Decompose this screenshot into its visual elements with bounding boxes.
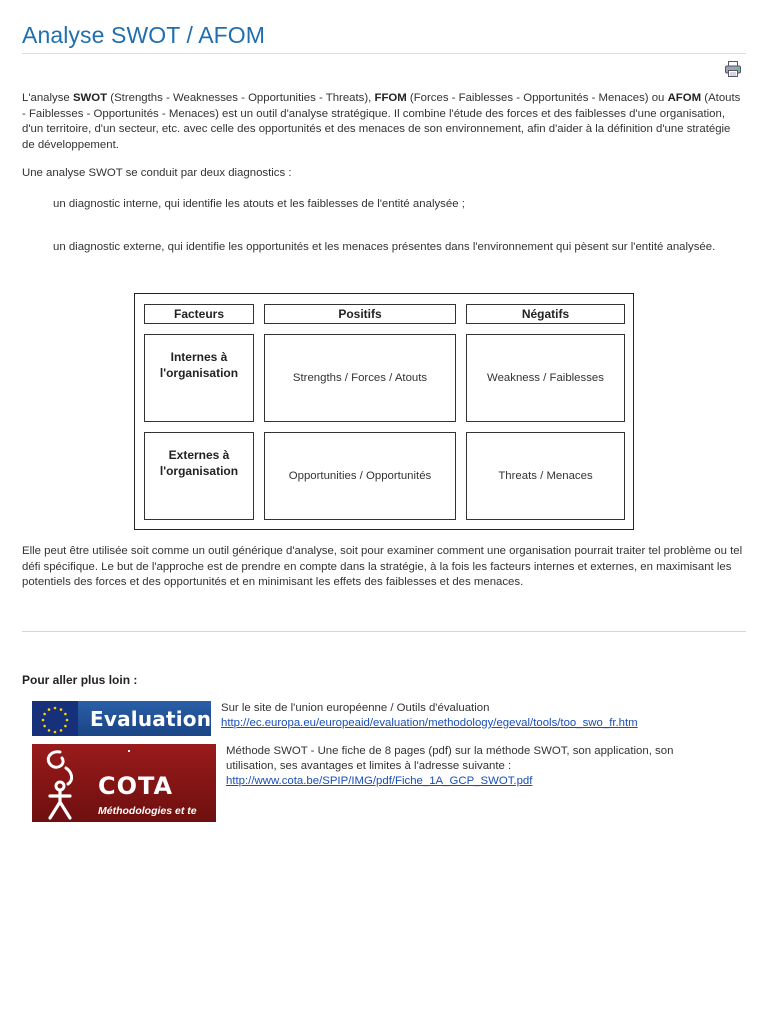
eu-evaluation-banner[interactable] bbox=[32, 701, 211, 736]
further-reading-title: Pour aller plus loin : bbox=[22, 673, 138, 687]
page-title: Analyse SWOT / AFOM bbox=[22, 22, 266, 48]
cota-banner[interactable] bbox=[32, 744, 216, 822]
ffom-term: FFOM bbox=[374, 92, 407, 104]
row-label-external: Externes à l'organisation bbox=[144, 432, 254, 520]
cota-figure-icon bbox=[36, 746, 84, 820]
cota-banner-text: COTA bbox=[98, 772, 174, 800]
title-divider bbox=[22, 53, 746, 54]
link-block-eu bbox=[221, 701, 741, 731]
cell-opportunities: Opportunities / Opportunités bbox=[264, 432, 456, 520]
cell-threats: Threats / Menaces bbox=[466, 432, 625, 520]
cota-banner-subtext: Méthodologies et te bbox=[98, 805, 197, 817]
usage-paragraph: Elle peut être utilisée soit comme un outil générique d'analyse, soit pour examiner comment une organisation pourrait traiter tel problème ou tel défi spécifique. Le but de l'approche est de prendre en compte dans la stratégie, à la fois les facteurs internes et externes, en maximisant les potentiels des forces et des opportunités et en minimisant les effets des faiblesses et des menaces. bbox=[22, 545, 743, 588]
cell-weaknesses: Weakness / Faiblesses bbox=[466, 334, 625, 422]
cell-strengths: Strengths / Forces / Atouts bbox=[264, 334, 456, 422]
afom-term: AFOM bbox=[667, 92, 702, 104]
list-item: un diagnostic interne, qui identifie les atouts et les faiblesses de l'entité analysée ; bbox=[53, 198, 465, 210]
link-description: Sur le site de l'union européenne / Outils d'évaluation bbox=[221, 702, 490, 714]
header-positive: Positifs bbox=[264, 304, 456, 324]
intro-paragraph: L'analyse SWOT (Strengths - Weaknesses - Opportunities - Threats), FFOM (Forces - Faiblesses - Opportunités - Menaces) ou AFOM (Atouts - Faiblesses - Opportunités - Menaces) est un outil d'analyse stratégique. Il combine l'étude des forces et des faiblesses d'une organisation, d'un territoire, d'un secteur, etc. avec celle des opportunités et des menaces de son environnement, afin d'aider à la définition d'une stratégie de développement. bbox=[22, 92, 741, 151]
diagnostics-lead: Une analyse SWOT se conduit par deux diagnostics : bbox=[22, 167, 292, 179]
row-label-internal: Internes à l'organisation bbox=[144, 334, 254, 422]
eu-evaluation-link[interactable]: http://ec.europa.eu/europeaid/evaluation/methodology/egeval/tools/too_swo_fr.htm bbox=[221, 717, 638, 729]
decorative-dot bbox=[128, 750, 130, 752]
list-item: un diagnostic externe, qui identifie les opportunités et les menaces présentes dans l'environnement qui pèsent sur l'entité analysée. bbox=[53, 241, 716, 253]
link-block-cota bbox=[226, 744, 706, 789]
eu-flag-icon bbox=[32, 701, 78, 736]
header-negative: Négatifs bbox=[466, 304, 625, 324]
section-divider bbox=[22, 631, 746, 632]
swot-term: SWOT bbox=[72, 92, 108, 104]
header-factors: Facteurs bbox=[144, 304, 254, 324]
link-description: Méthode SWOT - Une fiche de 8 pages (pdf) sur la méthode SWOT, son application, son utilisation, ses avantages et limites à l'adresse suivante : bbox=[226, 745, 674, 772]
swot-matrix bbox=[134, 293, 634, 530]
cota-pdf-link[interactable]: http://www.cota.be/SPIP/IMG/pdf/Fiche_1A_GCP_SWOT.pdf bbox=[226, 775, 533, 787]
print-icon[interactable] bbox=[724, 60, 742, 78]
eval-banner-text: Evaluation bbox=[90, 707, 211, 731]
